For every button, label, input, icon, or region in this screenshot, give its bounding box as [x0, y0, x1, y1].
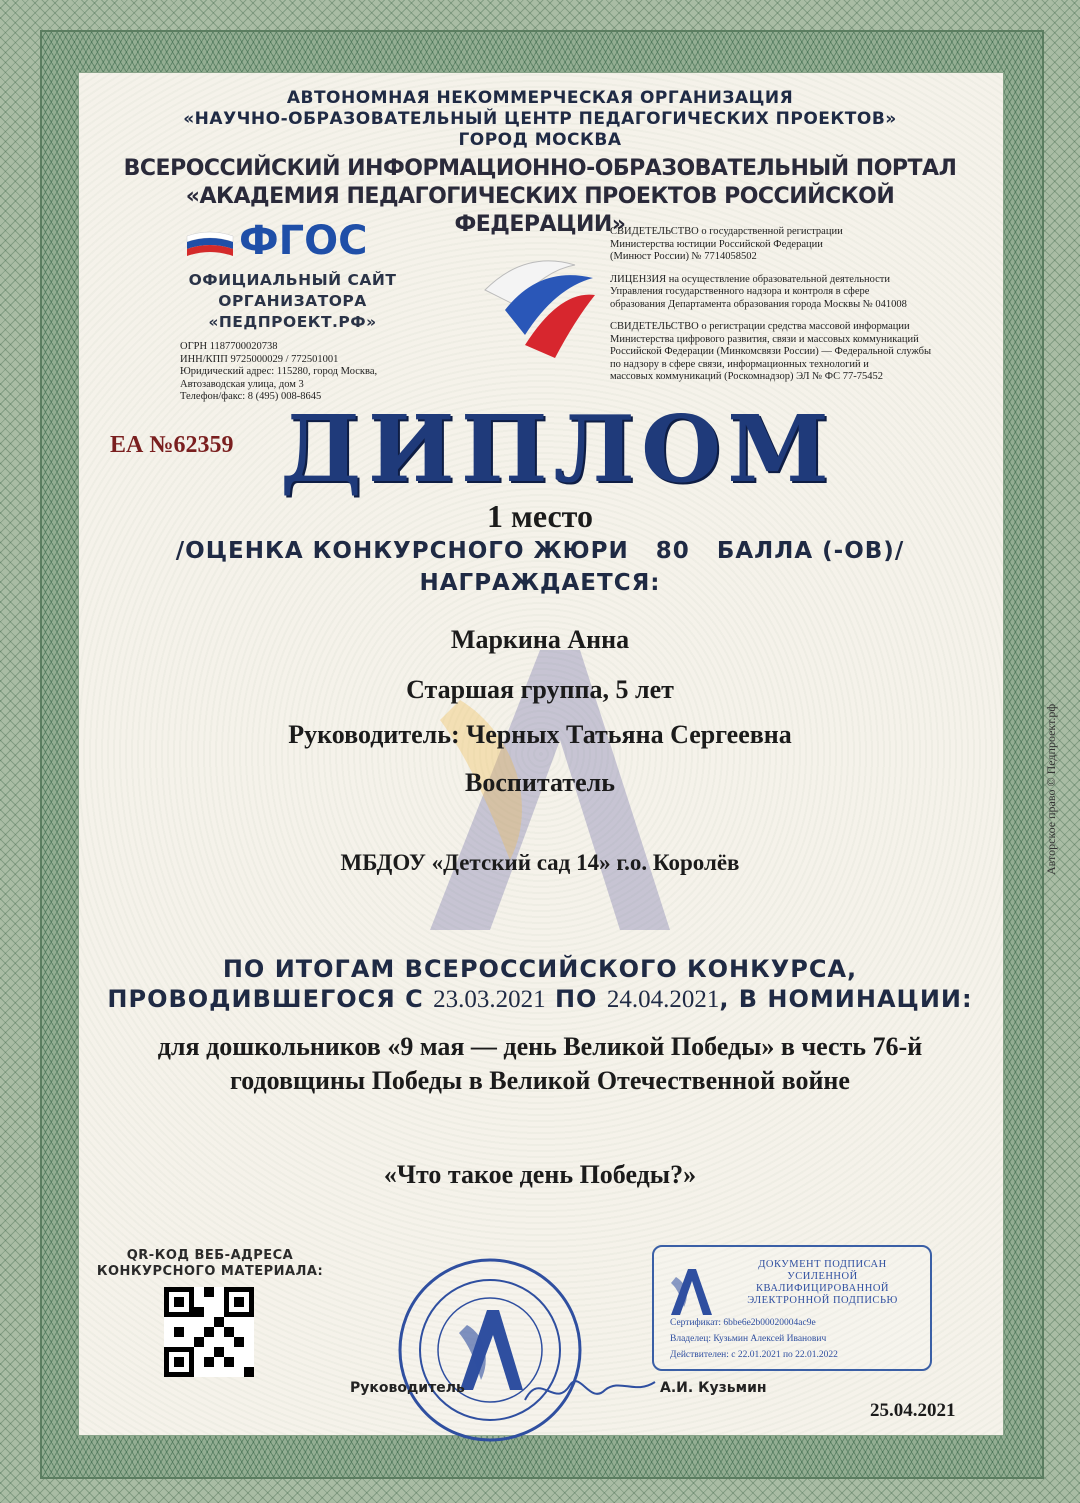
results-nomination-label: , В НОМИНАЦИИ:	[719, 985, 973, 1013]
institution: МБДОУ «Детский сад 14» г.о. Королёв	[340, 850, 740, 875]
inn-kpp: ИНН/КПП 9725000029 / 772501001	[180, 353, 339, 365]
results-to-label: ПО	[554, 985, 598, 1013]
nomination-line2: годовщины Победы в Великой Отечественной войне	[230, 1066, 850, 1095]
portal-name-line1: ВСЕРОССИЙСКИЙ ИНФОРМАЦИОННО-ОБРАЗОВАТЕЛЬНЫЙ ПОРТАЛ	[123, 156, 957, 181]
ogrn: ОГРН 1187700020738	[180, 341, 278, 352]
place: 1 место	[487, 498, 593, 534]
site-label-line2: ОРГАНИЗАТОРА	[218, 292, 367, 310]
academy-logo-icon	[666, 1265, 716, 1317]
diploma-title: ДИПЛОМ	[280, 395, 835, 503]
cert3-line2: Министерства цифрового развития, связи и массовых коммуникаций	[610, 333, 919, 345]
cert2-line3: образования Департамента образования города Москвы № 041008	[610, 298, 907, 310]
qr-label-line2: КОНКУРСНОГО МАТЕРИАЛА:	[96, 1264, 324, 1279]
qr-code-icon	[164, 1287, 254, 1377]
fgos-logo	[185, 218, 415, 264]
results-from-label: ПРОВОДИВШЕГОСЯ С	[107, 985, 424, 1013]
portal-name-line2: «АКАДЕМИЯ ПЕДАГОГИЧЕСКИХ ПРОЕКТОВ РОССИЙСКОЙ ФЕДЕРАЦИИ»	[185, 184, 895, 237]
qr-code[interactable]	[164, 1287, 254, 1377]
phone: Телефон/факс: 8 (495) 008-8645	[180, 391, 322, 402]
awarded-label: НАГРАЖДАЕТСЯ:	[419, 570, 661, 596]
esig-owner: Владелец: Кузьмин Алексей Иванович	[670, 1334, 827, 1344]
date-to: 24.04.2021	[606, 986, 720, 1013]
cert1-line3: (Минюст России) № 7714058502	[610, 251, 757, 262]
cert3-line5: массовых коммуникаций (Роскомнадзор) ЭЛ № ФС 77-75452	[610, 371, 883, 382]
cert3-line1: СВИДЕТЕЛЬСТВО о регистрации средства массовой информации	[610, 321, 910, 332]
esig-line3: ЭЛЕКТРОННОЙ ПОДПИСЬЮ	[747, 1295, 898, 1306]
supervisor: Руководитель: Черных Татьяна Сергеевна	[288, 720, 792, 749]
fgos-text: ФГОС	[239, 218, 368, 264]
qr-label-line1: QR-КОД ВЕБ-АДРЕСА	[126, 1248, 294, 1263]
cert2-line1: ЛИЦЕНЗИЯ на осуществление образовательной деятельности	[610, 273, 890, 285]
results-line1: ПО ИТОГАМ ВСЕРОССИЙСКОГО КОНКУРСА,	[222, 955, 858, 983]
cert3-line4: по надзору в сфере связи, информационных технологий и	[610, 358, 869, 370]
nomination-line1: для дошкольников «9 мая — день Великой Победы» в честь 76-й	[157, 1032, 923, 1061]
cert1-line2: Министерства юстиции Российской Федерации	[610, 238, 823, 250]
e-signature-box	[652, 1245, 932, 1371]
address-line2: Автозаводская улица, дом 3	[180, 378, 304, 390]
issue-date: 25.04.2021	[870, 1400, 956, 1421]
results-line2	[80, 985, 1000, 1014]
flag-wave-icon	[185, 230, 235, 260]
diploma-number: ЕА №62359	[110, 432, 234, 458]
esig-line1: ДОКУМЕНТ ПОДПИСАН	[758, 1259, 887, 1270]
site-label-line1: ОФИЦИАЛЬНЫЙ САЙТ	[188, 271, 397, 289]
work-title: «Что такое день Победы?»	[383, 1160, 697, 1189]
supervisor-position: Воспитатель	[465, 768, 615, 797]
site-label-line3: «ПЕДПРОЕКТ.РФ»	[208, 313, 377, 331]
cert2-line2: Управления государственного надзора и контроля в сфере	[610, 286, 870, 297]
org-name-line1: АВТОНОМНАЯ НЕКОММЕРЧЕСКАЯ ОРГАНИЗАЦИЯ	[286, 88, 794, 108]
org-city: ГОРОД МОСКВА	[458, 130, 622, 150]
recipient-name: Маркина Анна	[450, 625, 630, 654]
address-line1: Юридический адрес: 115280, город Москва,	[180, 366, 378, 377]
esig-valid: Действителен: с 22.01.2021 по 22.01.2022	[670, 1350, 838, 1360]
jury-score: /ОЦЕНКА КОНКУРСНОГО ЖЮРИ 80 БАЛЛА (-ОВ)/	[175, 538, 905, 564]
cert3-line3: Российской Федерации (Минкомсвязи России) — Федеральной службы	[610, 346, 932, 357]
signer-name: А.И. Кузьмин	[660, 1380, 767, 1396]
cert1-line1: СВИДЕТЕЛЬСТВО о государственной регистрации	[610, 226, 843, 237]
esig-cert: Сертификат: 6bbe6e2b00020004ac9e	[670, 1318, 816, 1328]
org-name-line2: «НАУЧНО-ОБРАЗОВАТЕЛЬНЫЙ ЦЕНТР ПЕДАГОГИЧЕСКИХ ПРОЕКТОВ»	[183, 109, 897, 129]
esig-line2: УСИЛЕННОЙ КВАЛИФИЦИРОВАННОЙ	[756, 1271, 889, 1294]
date-from: 23.03.2021	[433, 986, 546, 1013]
signature-icon	[520, 1360, 660, 1420]
copyright-vertical: Авторское право © Педпроект.рф	[1044, 703, 1058, 875]
recipient-group: Старшая группа, 5 лет	[406, 675, 674, 704]
russian-flag-ribbon-icon	[475, 250, 600, 360]
signer-role: Руководитель	[350, 1380, 465, 1396]
